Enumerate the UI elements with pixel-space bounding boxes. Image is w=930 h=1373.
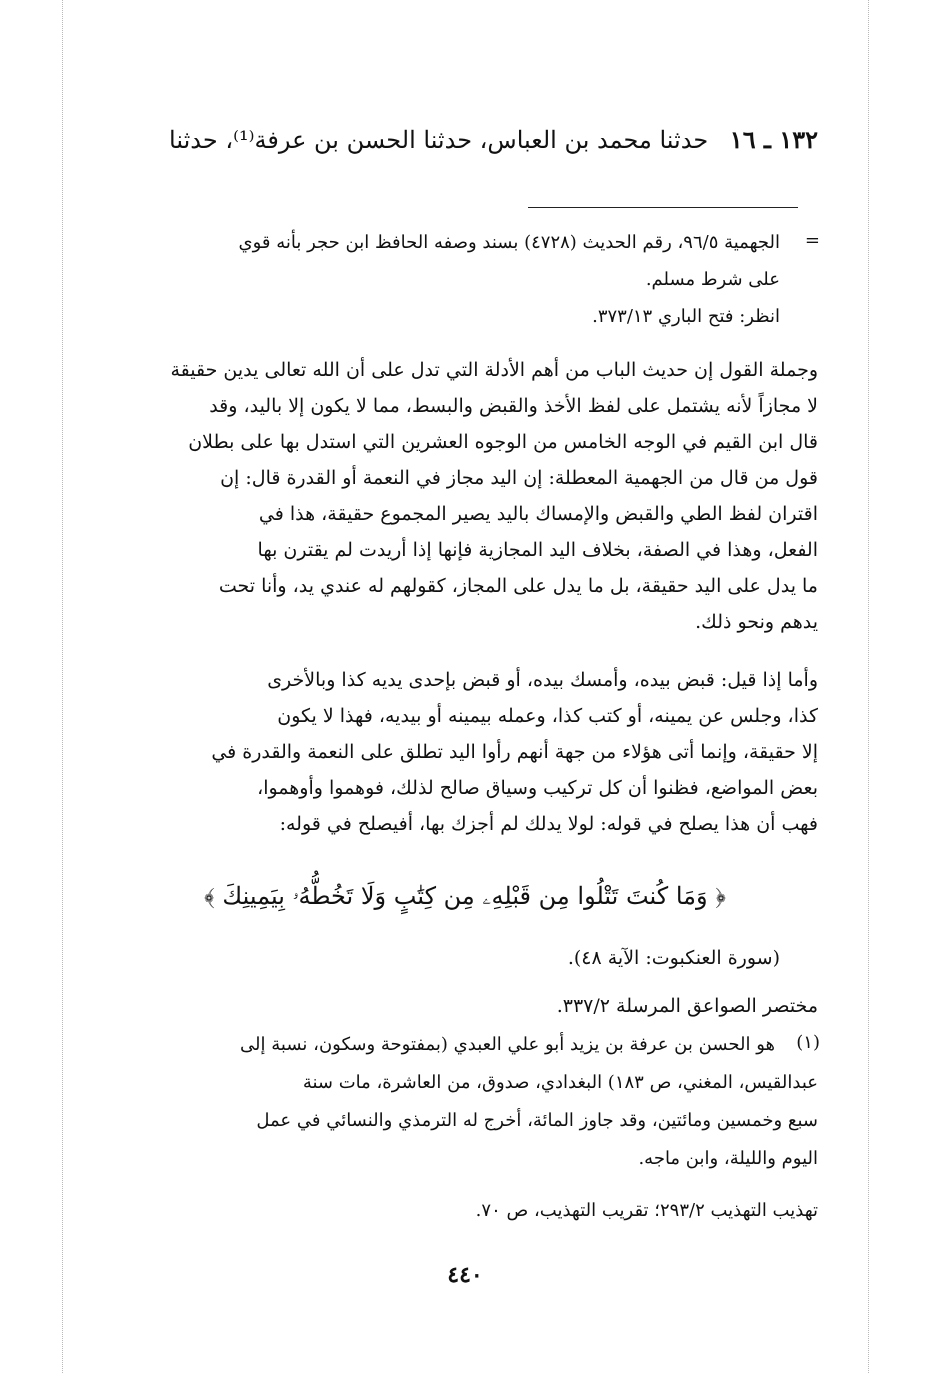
paragraph-line: الفعل، وهذا في الصفة، بخلاف اليد المجازية فإنها إذا أريدت لم يقترن بها [257,539,818,561]
verse-reference: (سورة العنكبوت: الآية ٤٨). [567,947,780,969]
footnote-source: تهذيب التهذيب ٢٩٣/٢؛ تقريب التهذيب، ص ٧٠. [475,1200,818,1221]
paragraph-line: اقتران لفظ الطي والقبض والإمساك باليد يصير المجموع حقيقة، هذا في [258,503,818,525]
hadith-number: ١٣٢ ـ ١٦ [729,125,818,154]
continuation-line: انظر: فتح الباري ٣٧٣/١٣. [592,306,780,327]
footnote-line: اليوم والليلة، وابن ماجه. [638,1148,818,1169]
paragraph-line: إلا حقيقة، وإنما أتى هؤلاء من جهة أنهم رأوا اليد تطلق على النعمة والقدرة في [211,741,818,763]
continuation-line: الجهمية ٩٦/٥، رقم الحديث (٤٧٢٨) بسند وصفه الحافظ ابن حجر بأنه قوي [238,232,780,253]
footnote-line: سبع وخمسين ومائتين، وقد جاوز المائة، أخرج له الترمذي والنسائي في عمل [256,1110,818,1131]
left-margin-dots [62,0,64,1373]
footnote-separator [528,207,798,208]
footnote-line: هو الحسن بن عرفة بن يزيد أبو علي العبدي (بمفتوحة وسكون، نسبة إلى [240,1034,775,1055]
quran-verse: ﴿ وَمَا كُنتَ تَتْلُوا مِن قَبْلِهِۦ مِن كِتَٰبٍ وَلَا تَخُطُّهُۥ بِيَمِينِكَ ﴾ [204,882,726,910]
paragraph-line: كذا، وجلس عن يمينه، أو كتب كذا، وعمله بيمينه أو بيديه، فهذا لا يكون [277,705,818,727]
paragraph-line: قول من قال من الجهمية المعطلة: إن اليد مجاز في النعمة أو القدرة قال: إن [220,467,818,489]
right-margin-dots [868,0,870,1373]
paragraph-line: بعض المواضع، فظنوا أن كل تركيب وسياق صالح لذلك، فوهموا وأوهموا، [257,777,818,799]
paragraph-line: لا مجازاً لأنه يشتمل على لفظ الأخذ والقبض والبسط، مما لا يكون إلا باليد، وقد [209,395,818,417]
paragraph-line: قال ابن القيم في الوجه الخامس من الوجوه العشرين التي استدل بها على بطلان [188,431,818,453]
continuation-line: على شرط مسلم. [645,269,780,290]
hadith-heading [112,118,818,162]
paragraph-line: ما يدل على اليد حقيقة، بل ما يدل على المجاز، كقولهم له عندي يد، وأنا تحت [218,575,818,597]
paragraph-line: وجملة القول إن حديث الباب من أهم الأدلة التي تدل على أن الله تعالى يدين حقيقة [170,359,818,381]
paragraph-line: يدهم ونحو ذلك. [695,611,818,633]
continuation-marker: = [804,230,820,251]
footnote-line: عبدالقيس، المغني، ص ١٨٣) البغدادي، صدوق، من العاشرة، مات سنة [302,1072,818,1093]
paragraph-line: وأما إذا قيل: قبض بيده، وأمسك بيده، أو قبض بإحدى يديه كذا وبالأخرى [267,669,818,691]
footnote-marker: (١) [796,1032,820,1053]
source-reference: مختصر الصواعق المرسلة ٣٣٧/٢. [556,995,818,1017]
paragraph-line: فهب أن هذا يصلح في قوله: لولا يدلك لم أجزك بها، أفيصلح في قوله: [279,813,818,835]
hadith-isnad: حدثنا محمد بن العباس، حدثنا الحسن بن عرفة⁽¹⁾، حدثنا [169,126,709,154]
page-number: ٤٤٠ [447,1262,483,1288]
